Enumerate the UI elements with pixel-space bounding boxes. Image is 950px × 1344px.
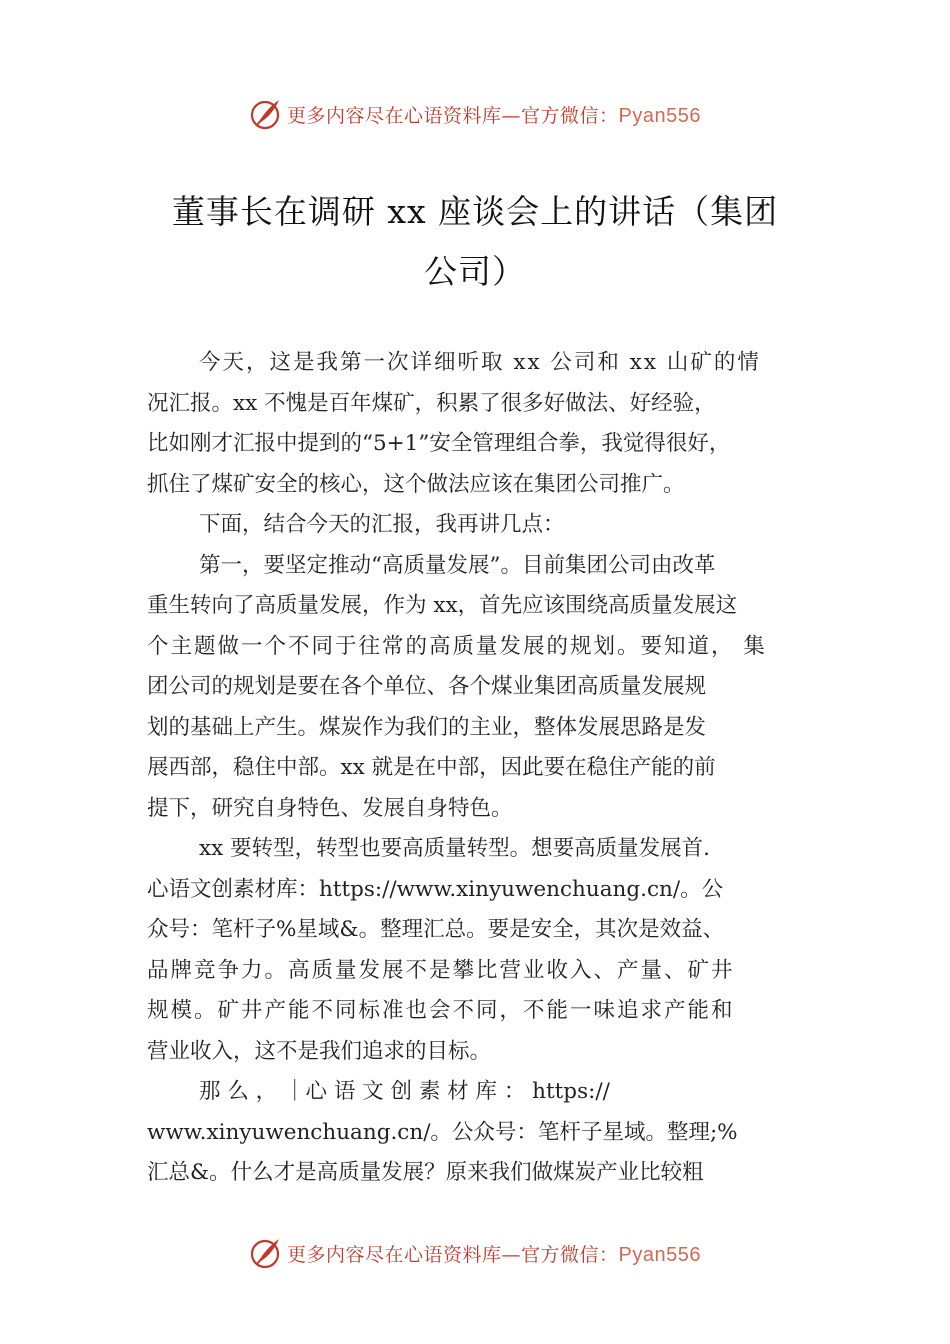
- wechat-id: Pyan556: [618, 1243, 701, 1266]
- banner-text: [287, 1240, 701, 1267]
- body-line: 汇总&。什么才是高质量发展？原来我们做煤炭产业比较粗: [147, 1160, 704, 1185]
- body-line: 心语文创素材库：https://www.xinyuwenchuang.cn/。公: [147, 876, 724, 902]
- quill-logo-icon: [249, 1236, 283, 1270]
- document-body: [147, 343, 819, 1194]
- banner-slogan: 更多内容尽在心语资料库—官方微信：: [287, 104, 619, 127]
- body-line: 况汇报。xx 不愧是百年煤矿，积累了很多好做法、好经验，: [147, 390, 716, 416]
- body-line: 第一，要坚定推动“高质量发展”。目前集团公司由改革: [199, 552, 716, 578]
- body-line: 展西部，稳住中部。xx 就是在中部，因此要在稳住产能的前: [147, 755, 716, 780]
- body-line: 那 么 ， ｜心 语 文 创 素 材 库 ： https://: [199, 1079, 610, 1104]
- footer-banner: [0, 1233, 950, 1273]
- document-title: [0, 182, 950, 302]
- body-line: 个主题做一个不同于往常的高质量发展的规划。要知道， 集: [147, 633, 767, 659]
- body-line: 众号：笔杆子%星域&。整理汇总。要是安全，其次是效益、: [147, 917, 725, 942]
- body-line: 团公司的规划是要在各个单位、各个煤业集团高质量发展规: [147, 674, 707, 699]
- body-line: 营业收入，这不是我们追求的目标。: [147, 1038, 492, 1064]
- header-banner: [0, 94, 950, 134]
- body-line: 今天，这是我第一次详细听取 xx 公司和 xx 山矿的情: [199, 350, 761, 375]
- body-line: 划的基础上产生。煤炭作为我们的主业，整体发展思路是发: [147, 714, 707, 740]
- body-line: 下面，结合今天的汇报，我再讲几点：: [199, 512, 565, 537]
- body-line: 规模。矿井产能不同标准也会不同，不能一味追求产能和: [147, 998, 735, 1023]
- title-line-1: 董事长在调研 xx 座谈会上的讲话（集团: [171, 192, 779, 231]
- body-line: 比如刚才汇报中提到的“5+1”安全管理组合拳，我觉得很好，: [147, 431, 731, 456]
- banner-text: [287, 101, 701, 128]
- body-line: 抓住了煤矿安全的核心，这个做法应该在集团公司推广。: [147, 471, 685, 497]
- quill-logo-icon: [249, 97, 283, 131]
- body-line: 重生转向了高质量发展，作为 xx，首先应该围绕高质量发展这: [147, 593, 738, 618]
- body-line: xx 要转型，转型也要高质量转型。想要高质量发展首.: [199, 836, 710, 861]
- banner-slogan: 更多内容尽在心语资料库—官方微信：: [287, 1243, 619, 1266]
- body-line: www.xinyuwenchuang.cn/。公众号：笔杆子星域。整理;%: [147, 1119, 738, 1145]
- body-line: 品牌竞争力。高质量发展不是攀比营业收入、产量、矿井: [147, 957, 735, 983]
- body-line: 提下，研究自身特色、发展自身特色。: [147, 795, 513, 821]
- wechat-id: Pyan556: [618, 104, 701, 127]
- title-line-2: 公司）: [424, 252, 526, 291]
